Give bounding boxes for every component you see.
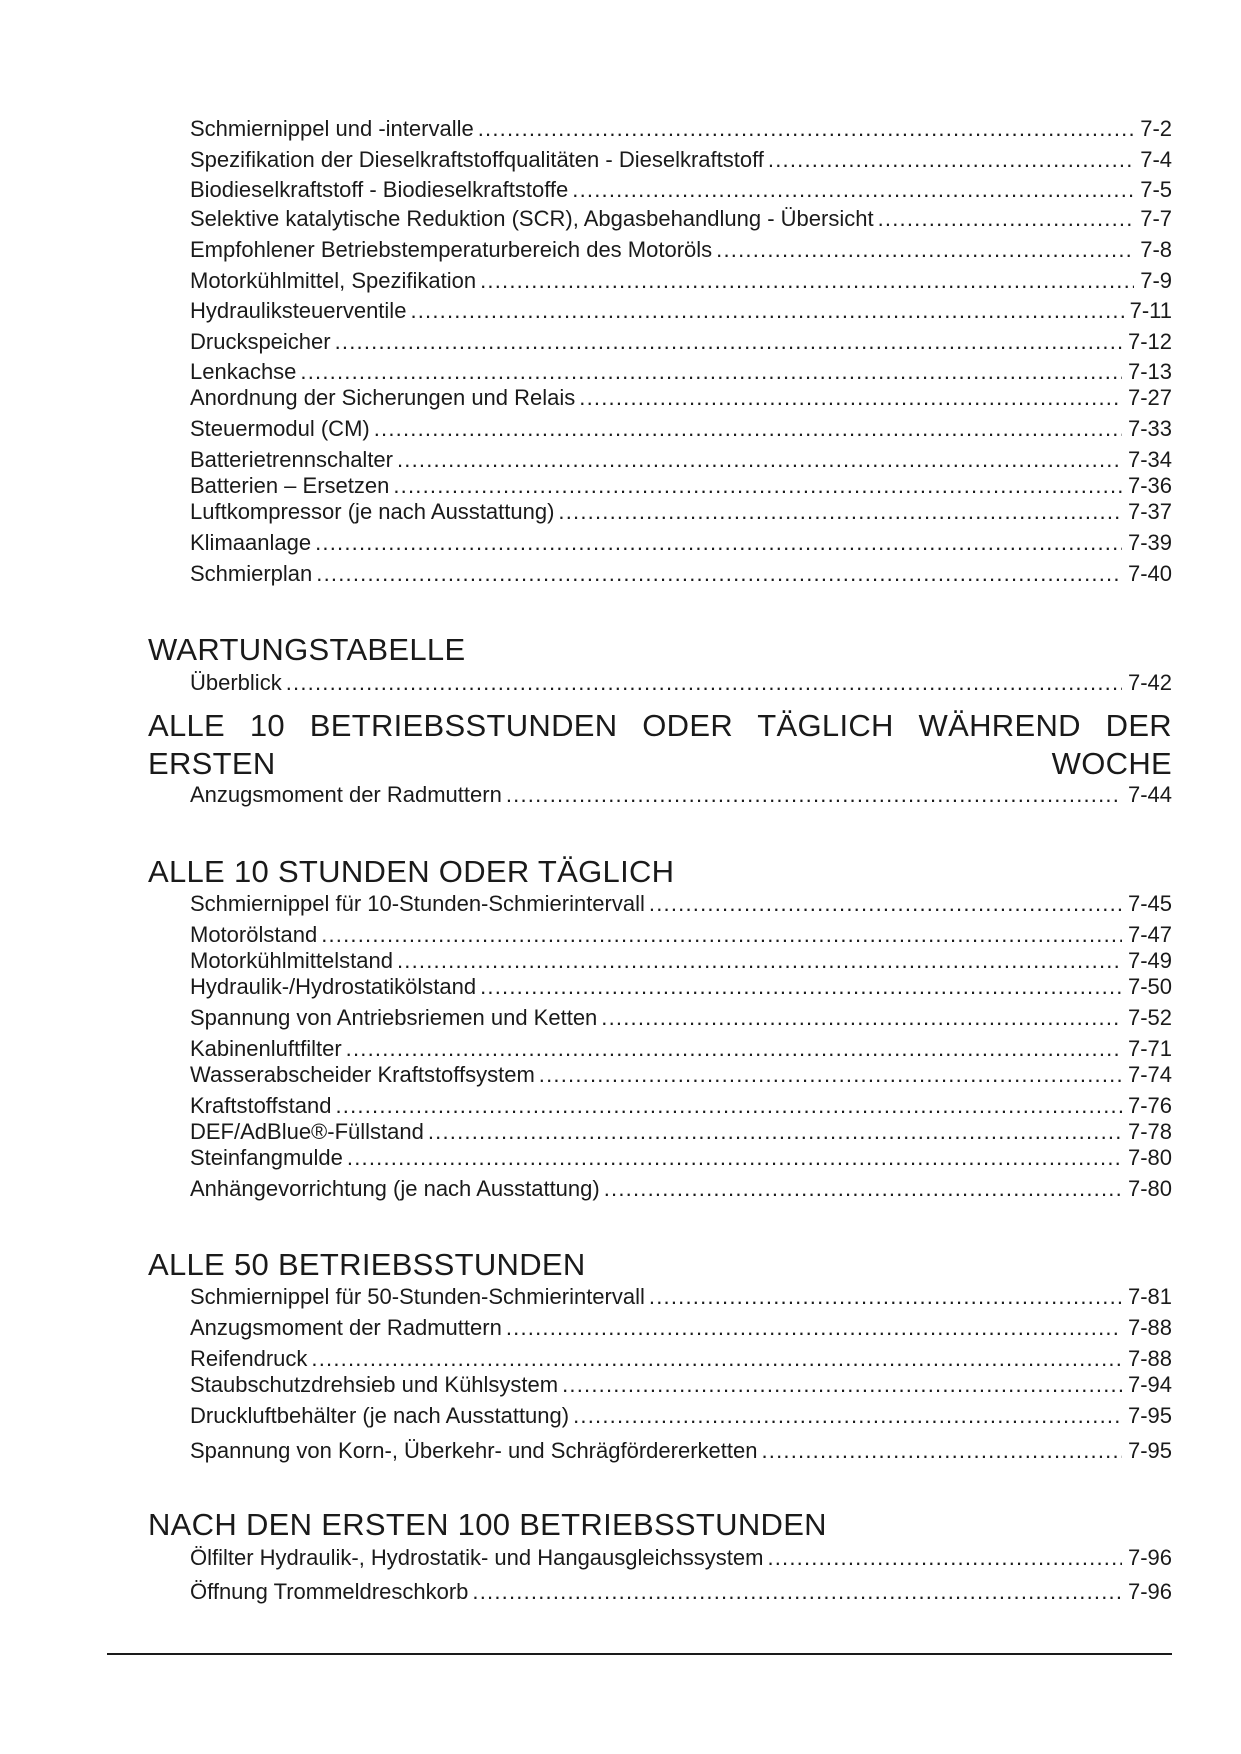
toc-entry-title: Biodieselkraftstoff - Biodieselkraftstoffe: [190, 177, 569, 202]
dot-leader: [878, 204, 1135, 234]
toc-entry-page: 7-47: [1127, 922, 1172, 947]
toc-entry-page: 7-2: [1140, 116, 1172, 141]
toc-entry-title: Druckluftbehälter (je nach Ausstattung): [190, 1403, 570, 1428]
toc-entry[interactable]: [190, 145, 1172, 175]
toc-entry-title: Kraftstoffstand: [190, 1093, 332, 1118]
toc-entry-title: Lenkachse: [190, 359, 297, 384]
toc-entry[interactable]: [190, 1060, 1172, 1090]
toc-entry[interactable]: [190, 559, 1172, 589]
toc-entry-title: Batterietrennschalter: [190, 447, 393, 472]
toc-entry-page: 7-44: [1127, 782, 1172, 807]
toc-entry-page: 7-95: [1127, 1438, 1172, 1463]
dot-leader: [315, 528, 1122, 558]
dot-leader: [506, 780, 1122, 810]
toc-entry-title: Schmiernippel für 10-Stunden-Schmierintervall: [190, 891, 645, 916]
section-heading: WARTUNGSTABELLE: [148, 632, 466, 667]
toc-entry-page: 7-39: [1127, 530, 1172, 555]
dot-leader: [472, 1577, 1122, 1607]
toc-entry[interactable]: [190, 528, 1172, 558]
toc-entry-page: 7-96: [1127, 1545, 1172, 1570]
toc-entry-page: 7-12: [1127, 329, 1172, 354]
dot-leader: [601, 1003, 1122, 1033]
toc-entry-title: Reifendruck: [190, 1346, 308, 1371]
toc-entry[interactable]: [190, 1003, 1172, 1033]
dot-leader: [480, 972, 1122, 1002]
toc-entry-page: 7-78: [1127, 1119, 1172, 1144]
dot-leader: [347, 1143, 1122, 1173]
toc-entry-page: 7-42: [1127, 670, 1172, 695]
toc-entry-page: 7-27: [1127, 385, 1172, 410]
dot-leader: [480, 266, 1134, 296]
toc-entry[interactable]: [190, 668, 1172, 698]
toc-entry[interactable]: [190, 972, 1172, 1002]
toc-entry-page: 7-37: [1127, 499, 1172, 524]
section-heading: ALLE 10 STUNDEN ODER TÄGLICH: [148, 854, 675, 889]
toc-entry[interactable]: [190, 1436, 1172, 1466]
toc-entry-title: Motorkühlmittelstand: [190, 948, 393, 973]
dot-leader: [562, 1370, 1122, 1400]
toc-entry[interactable]: [190, 780, 1172, 810]
dot-leader: [478, 114, 1135, 144]
toc-entry-title: Motorkühlmittel, Spezifikation: [190, 268, 477, 293]
toc-entry[interactable]: [190, 296, 1172, 326]
toc-entry[interactable]: [190, 1401, 1172, 1431]
toc-entry-page: 7-50: [1127, 974, 1172, 999]
dot-leader: [573, 1401, 1122, 1431]
toc-entry[interactable]: [190, 175, 1172, 205]
toc-entry-title: Schmierplan: [190, 561, 313, 586]
dot-leader: [410, 296, 1123, 326]
toc-entry[interactable]: [190, 1370, 1172, 1400]
dot-leader: [649, 889, 1122, 919]
toc-entry[interactable]: [190, 889, 1172, 919]
toc-entry[interactable]: [190, 266, 1172, 296]
toc-entry-page: 7-40: [1127, 561, 1172, 586]
dot-leader: [558, 497, 1122, 527]
toc-entry-page: 7-7: [1140, 206, 1172, 231]
toc-entry-title: Spannung von Antriebsriemen und Ketten: [190, 1005, 598, 1030]
dot-leader: [335, 327, 1122, 357]
toc-entry[interactable]: [190, 1543, 1172, 1573]
dot-leader: [506, 1313, 1122, 1343]
toc-entry-title: Überblick: [190, 670, 282, 695]
toc-entry-page: 7-80: [1127, 1145, 1172, 1170]
dot-leader: [649, 1282, 1122, 1312]
toc-entry-page: 7-88: [1127, 1346, 1172, 1371]
toc-entry-title: Wasserabscheider Kraftstoffsystem: [190, 1062, 535, 1087]
toc-entry-page: 7-80: [1127, 1176, 1172, 1201]
toc-entry-page: 7-94: [1127, 1372, 1172, 1397]
toc-entry-title: Spannung von Korn-, Überkehr- und Schrägfördererketten: [190, 1438, 758, 1463]
toc-entry-page: 7-76: [1127, 1093, 1172, 1118]
toc-entry-page: 7-81: [1127, 1284, 1172, 1309]
toc-entry-title: Batterien – Ersetzen: [190, 473, 390, 498]
toc-entry-title: Anzugsmoment der Radmuttern: [190, 1315, 502, 1340]
section-heading: ALLE 50 BETRIEBSSTUNDEN: [148, 1247, 586, 1282]
toc-entry-title: Selektive katalytische Reduktion (SCR), Abgasbehandlung - Übersicht: [190, 206, 874, 231]
toc-entry-page: 7-8: [1140, 237, 1172, 262]
toc-entry-page: 7-71: [1127, 1036, 1172, 1061]
dot-leader: [579, 383, 1122, 413]
dot-leader: [286, 668, 1122, 698]
toc-entry-title: Ölfilter Hydraulik-, Hydrostatik- und Hangausgleichssystem: [190, 1545, 764, 1570]
toc-entry-page: 7-11: [1129, 298, 1172, 323]
toc-entry[interactable]: [190, 1313, 1172, 1343]
toc-entry-title: Empfohlener Betriebstemperaturbereich des Motoröls: [190, 237, 713, 262]
section-heading: ALLE 10 BETRIEBSSTUNDEN ODER TÄGLICH WÄHREND DER ERSTEN WOCHE: [148, 708, 1172, 781]
toc-entry-title: Schmiernippel für 50-Stunden-Schmierintervall: [190, 1284, 645, 1309]
dot-leader: [572, 175, 1134, 205]
toc-entry-page: 7-9: [1140, 268, 1172, 293]
toc-entry[interactable]: [190, 1143, 1172, 1173]
footer-rule: [107, 1653, 1172, 1655]
toc-entry-title: Luftkompressor (je nach Ausstattung): [190, 499, 555, 524]
toc-entry-title: Steuermodul (CM): [190, 416, 370, 441]
toc-entry-title: Hydrauliksteuerventile: [190, 298, 407, 323]
toc-entry-title: Klimaanlage: [190, 530, 312, 555]
toc-entry-title: Kabinenluftfilter: [190, 1036, 342, 1061]
toc-entry-page: 7-5: [1140, 177, 1172, 202]
toc-entry[interactable]: [190, 204, 1172, 234]
toc-entry-page: 7-45: [1127, 891, 1172, 916]
toc-entry[interactable]: [190, 235, 1172, 265]
toc-entry[interactable]: [190, 1282, 1172, 1312]
toc-entry[interactable]: [190, 1577, 1172, 1607]
toc-entry-page: 7-96: [1127, 1579, 1172, 1604]
toc-entry-page: 7-13: [1127, 359, 1172, 384]
section-heading: NACH DEN ERSTEN 100 BETRIEBSSTUNDEN: [148, 1507, 827, 1542]
toc-entry[interactable]: [190, 327, 1172, 357]
dot-leader: [539, 1060, 1122, 1090]
toc-entry-page: 7-33: [1127, 416, 1172, 441]
toc-entry[interactable]: [190, 383, 1172, 413]
toc-entry-page: 7-36: [1127, 473, 1172, 498]
toc-entry-title: Steinfangmulde: [190, 1145, 343, 1170]
toc-entry-page: 7-4: [1140, 147, 1172, 172]
toc-entry-title: Hydraulik-/Hydrostatikölstand: [190, 974, 477, 999]
toc-entry-page: 7-52: [1127, 1005, 1172, 1030]
dot-leader: [767, 1543, 1122, 1573]
toc-entry-page: 7-49: [1127, 948, 1172, 973]
toc-entry-title: DEF/AdBlue®-Füllstand: [190, 1119, 424, 1144]
dot-leader: [604, 1174, 1122, 1204]
dot-leader: [374, 414, 1122, 444]
toc-entry-title: Staubschutzdrehsieb und Kühlsystem: [190, 1372, 559, 1397]
toc-entry-title: Motorölstand: [190, 922, 318, 947]
dot-leader: [768, 145, 1134, 175]
toc-entry-title: Öffnung Trommeldreschkorb: [190, 1579, 469, 1604]
toc-entry[interactable]: [190, 497, 1172, 527]
dot-leader: [761, 1436, 1122, 1466]
dot-leader: [316, 559, 1122, 589]
toc-entry[interactable]: [190, 114, 1172, 144]
dot-leader: [716, 235, 1134, 265]
toc-entry-page: 7-34: [1127, 447, 1172, 472]
toc-entry[interactable]: [190, 414, 1172, 444]
toc-entry-page: 7-74: [1127, 1062, 1172, 1087]
toc-entry-title: Spezifikation der Dieselkraftstoffqualitäten - Dieselkraftstoff: [190, 147, 764, 172]
toc-entry-page: 7-88: [1127, 1315, 1172, 1340]
toc-entry[interactable]: [190, 1174, 1172, 1204]
toc-entry-page: 7-95: [1127, 1403, 1172, 1428]
toc-entry-title: Anzugsmoment der Radmuttern: [190, 782, 502, 807]
toc-entry-title: Schmiernippel und -intervalle: [190, 116, 474, 141]
toc-entry-title: Druckspeicher: [190, 329, 331, 354]
toc-entry-title: Anhängevorrichtung (je nach Ausstattung): [190, 1176, 600, 1201]
toc-entry-title: Anordnung der Sicherungen und Relais: [190, 385, 576, 410]
